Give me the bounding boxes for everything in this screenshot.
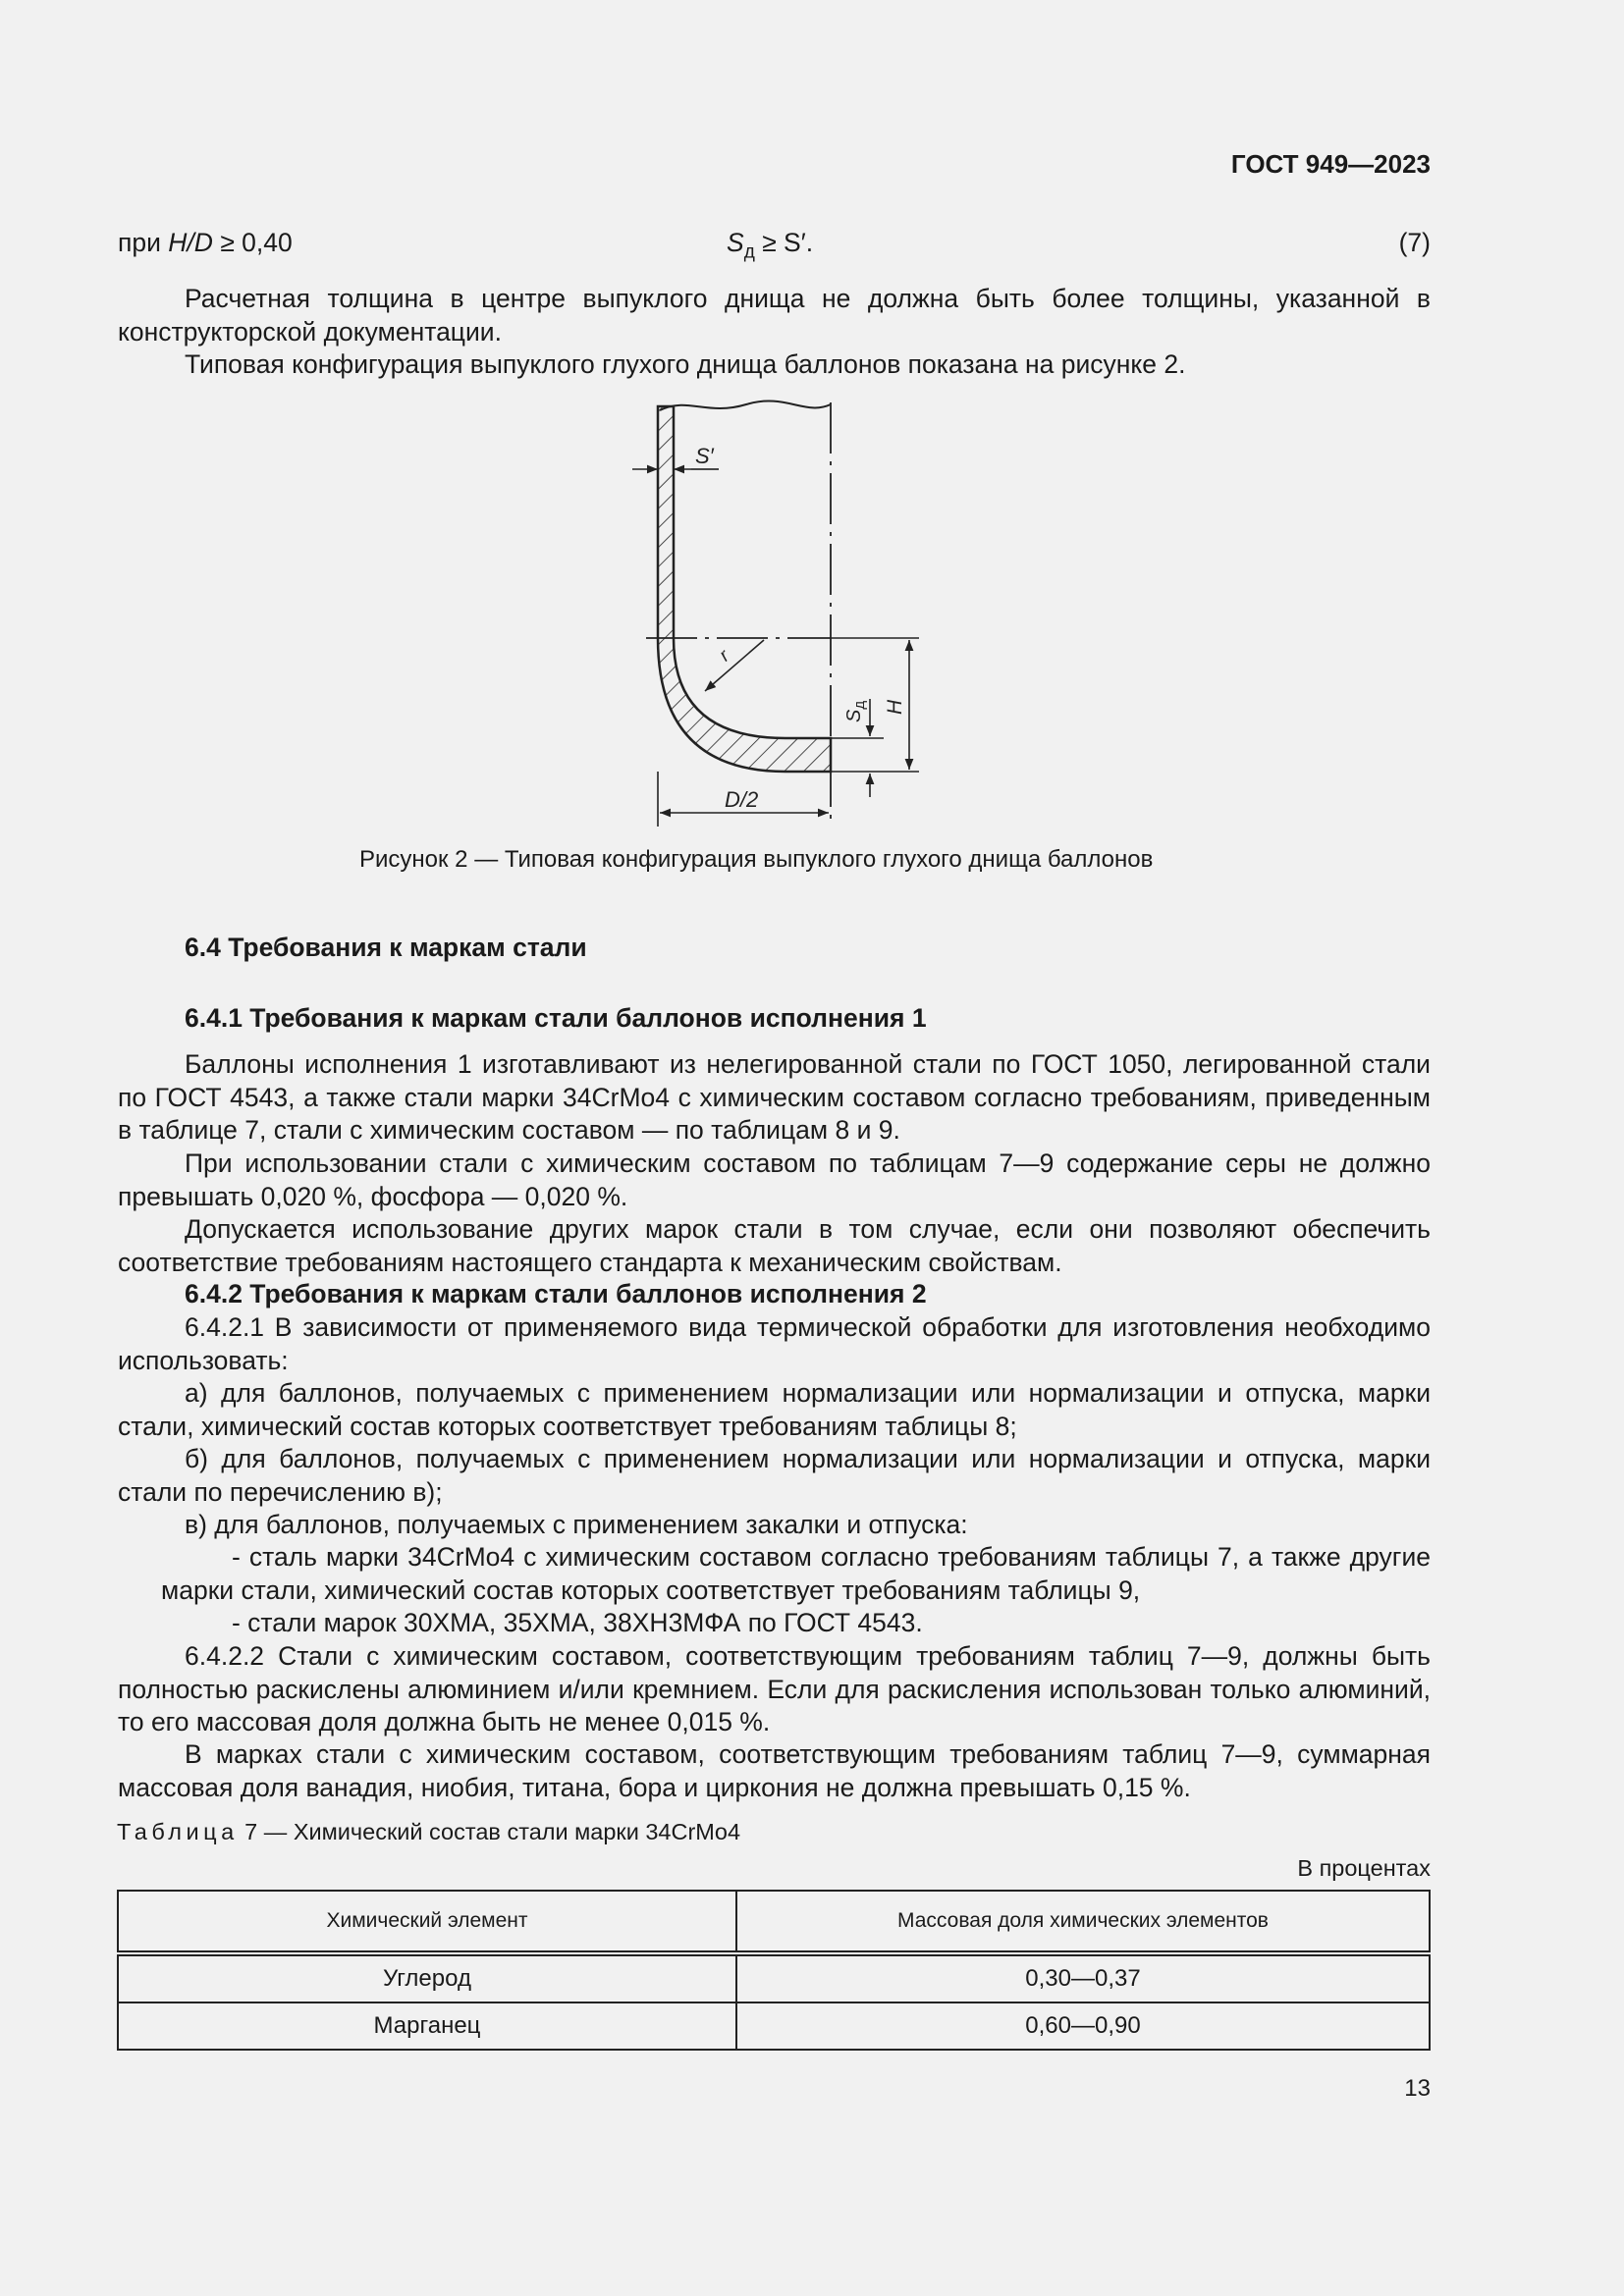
page-number: 13 xyxy=(1404,2075,1431,2102)
label-h: H xyxy=(884,699,906,715)
paragraph-6-4-1-sulfur: При использовании стали с химическим составом по таблицам 7—9 содержание серы не должно превышать 0,020 %, фосфора — 0,020 %. xyxy=(118,1148,1431,1211)
formula-condition-prefix: при xyxy=(118,228,169,257)
paragraph-6-4-2-1: 6.4.2.1 В зависимости от применяемого вида термической обработки для изготовления необходимо использовать: xyxy=(118,1312,1431,1375)
section-6-4-2-title: 6.4.2 Требования к маркам стали баллонов исполнения 2 xyxy=(185,1279,927,1308)
dash-item-1: - сталь марки 34CrMo4 с химическим составом согласно требованиям таблицы 7, а также другие марки стали, химический состав которых соответствует требованиям таблицы 9, xyxy=(161,1542,1431,1605)
table-7 xyxy=(117,1890,1431,2051)
list-item-b: б) для баллонов, получаемых с применением нормализации или нормализации и отпуска, марки стали по перечислению в); xyxy=(118,1444,1431,1507)
list-item-a: а) для баллонов, получаемых с применением нормализации или нормализации и отпуска, марки стали, химический состав которых соответствует требованиям таблицы 8; xyxy=(118,1378,1431,1441)
paragraph-thickness: Расчетная толщина в центре выпуклого днища не должна быть более толщины, указанной в конструкторской документации. xyxy=(118,284,1431,347)
table-7-caption xyxy=(117,1819,740,1845)
section-6-4-1-title: 6.4.1 Требования к маркам стали баллонов исполнения 1 xyxy=(185,1003,927,1033)
formula-rhs: ≥ S′. xyxy=(754,228,814,257)
table-header-row xyxy=(118,1891,1430,1953)
list-item-c: в) для баллонов, получаемых с применением закалки и отпуска: xyxy=(185,1510,968,1539)
label-r: r xyxy=(715,646,734,667)
table-cell: 0,60—0,90 xyxy=(736,2002,1430,2050)
figure-2-diagram xyxy=(619,393,943,844)
formula-condition xyxy=(118,228,293,258)
table-cell: Марганец xyxy=(118,2002,736,2050)
paragraph-6-4-2-microalloy: В марках стали с химическим составом, соответствующим требованиям таблиц 7—9, суммарная массовая доля ванадия, ниобия, титана, бора и циркония не должна превышать 0,15 %. xyxy=(118,1739,1431,1802)
formula-lhs: S xyxy=(727,228,744,257)
paragraph-6-4-2-2: 6.4.2.2 Стали с химическим составом, соответствующим требованиям таблиц 7—9, должны быть полностью раскислены алюминием и/или кремнием. Если для раскисления использован только алюминий, то его массовая доля должна быть не менее 0,015 %. xyxy=(118,1641,1431,1736)
label-sd: $S_д$ xyxy=(843,700,868,722)
wall-section xyxy=(658,406,831,772)
formula-lhs-sub: д xyxy=(743,241,755,263)
table-7-caption-rest: 7 — Химический состав стали марки 34CrMo4 xyxy=(238,1819,741,1844)
table-row xyxy=(118,2002,1430,2050)
section-6-4-title: 6.4 Требования к маркам стали xyxy=(185,933,587,962)
paragraph-figure-ref: Типовая конфигурация выпуклого глухого днища баллонов показана на рисунке 2. xyxy=(185,349,1186,379)
figure-2-caption: Рисунок 2 — Типовая конфигурация выпуклого глухого днища баллонов xyxy=(359,846,1154,873)
document-id: ГОСТ 949—2023 xyxy=(1230,149,1431,179)
break-line xyxy=(660,401,831,410)
label-d2: D/2 xyxy=(725,787,759,812)
table-cell: Углерод xyxy=(118,1953,736,2002)
table-header-fraction: Массовая доля химических элементов xyxy=(736,1891,1430,1953)
paragraph-6-4-1-others: Допускается использование других марок стали в том случае, если они позволяют обеспечить соответствие требованиям настоящего стандарта к механическим свойствам. xyxy=(118,1214,1431,1277)
formula-condition-suffix: ≥ 0,40 xyxy=(212,228,293,257)
table-7-caption-word: Таблица xyxy=(117,1819,239,1844)
formula-condition-var: H/D xyxy=(168,228,213,257)
label-s-prime: S′ xyxy=(695,444,714,468)
formula-number: (7) xyxy=(1398,228,1431,257)
table-row xyxy=(118,1953,1430,2002)
table-7-units: В процентах xyxy=(1297,1855,1431,1881)
radius-arrow xyxy=(705,640,764,691)
formula-expression xyxy=(727,228,813,263)
paragraph-6-4-1-steels: Баллоны исполнения 1 изготавливают из нелегированной стали по ГОСТ 1050, легированной стали по ГОСТ 4543, а также стали марки 34CrMo4 с химическим составом согласно требованиям, приведенным в таблице 7, стали с химическим составом — по таблицам 8 и 9. xyxy=(118,1049,1431,1145)
table-header-element: Химический элемент xyxy=(118,1891,736,1953)
dash-item-2: - стали марок 30ХМА, 35ХМА, 38ХН3МФА по ГОСТ 4543. xyxy=(232,1608,923,1637)
table-cell: 0,30—0,37 xyxy=(736,1953,1430,2002)
